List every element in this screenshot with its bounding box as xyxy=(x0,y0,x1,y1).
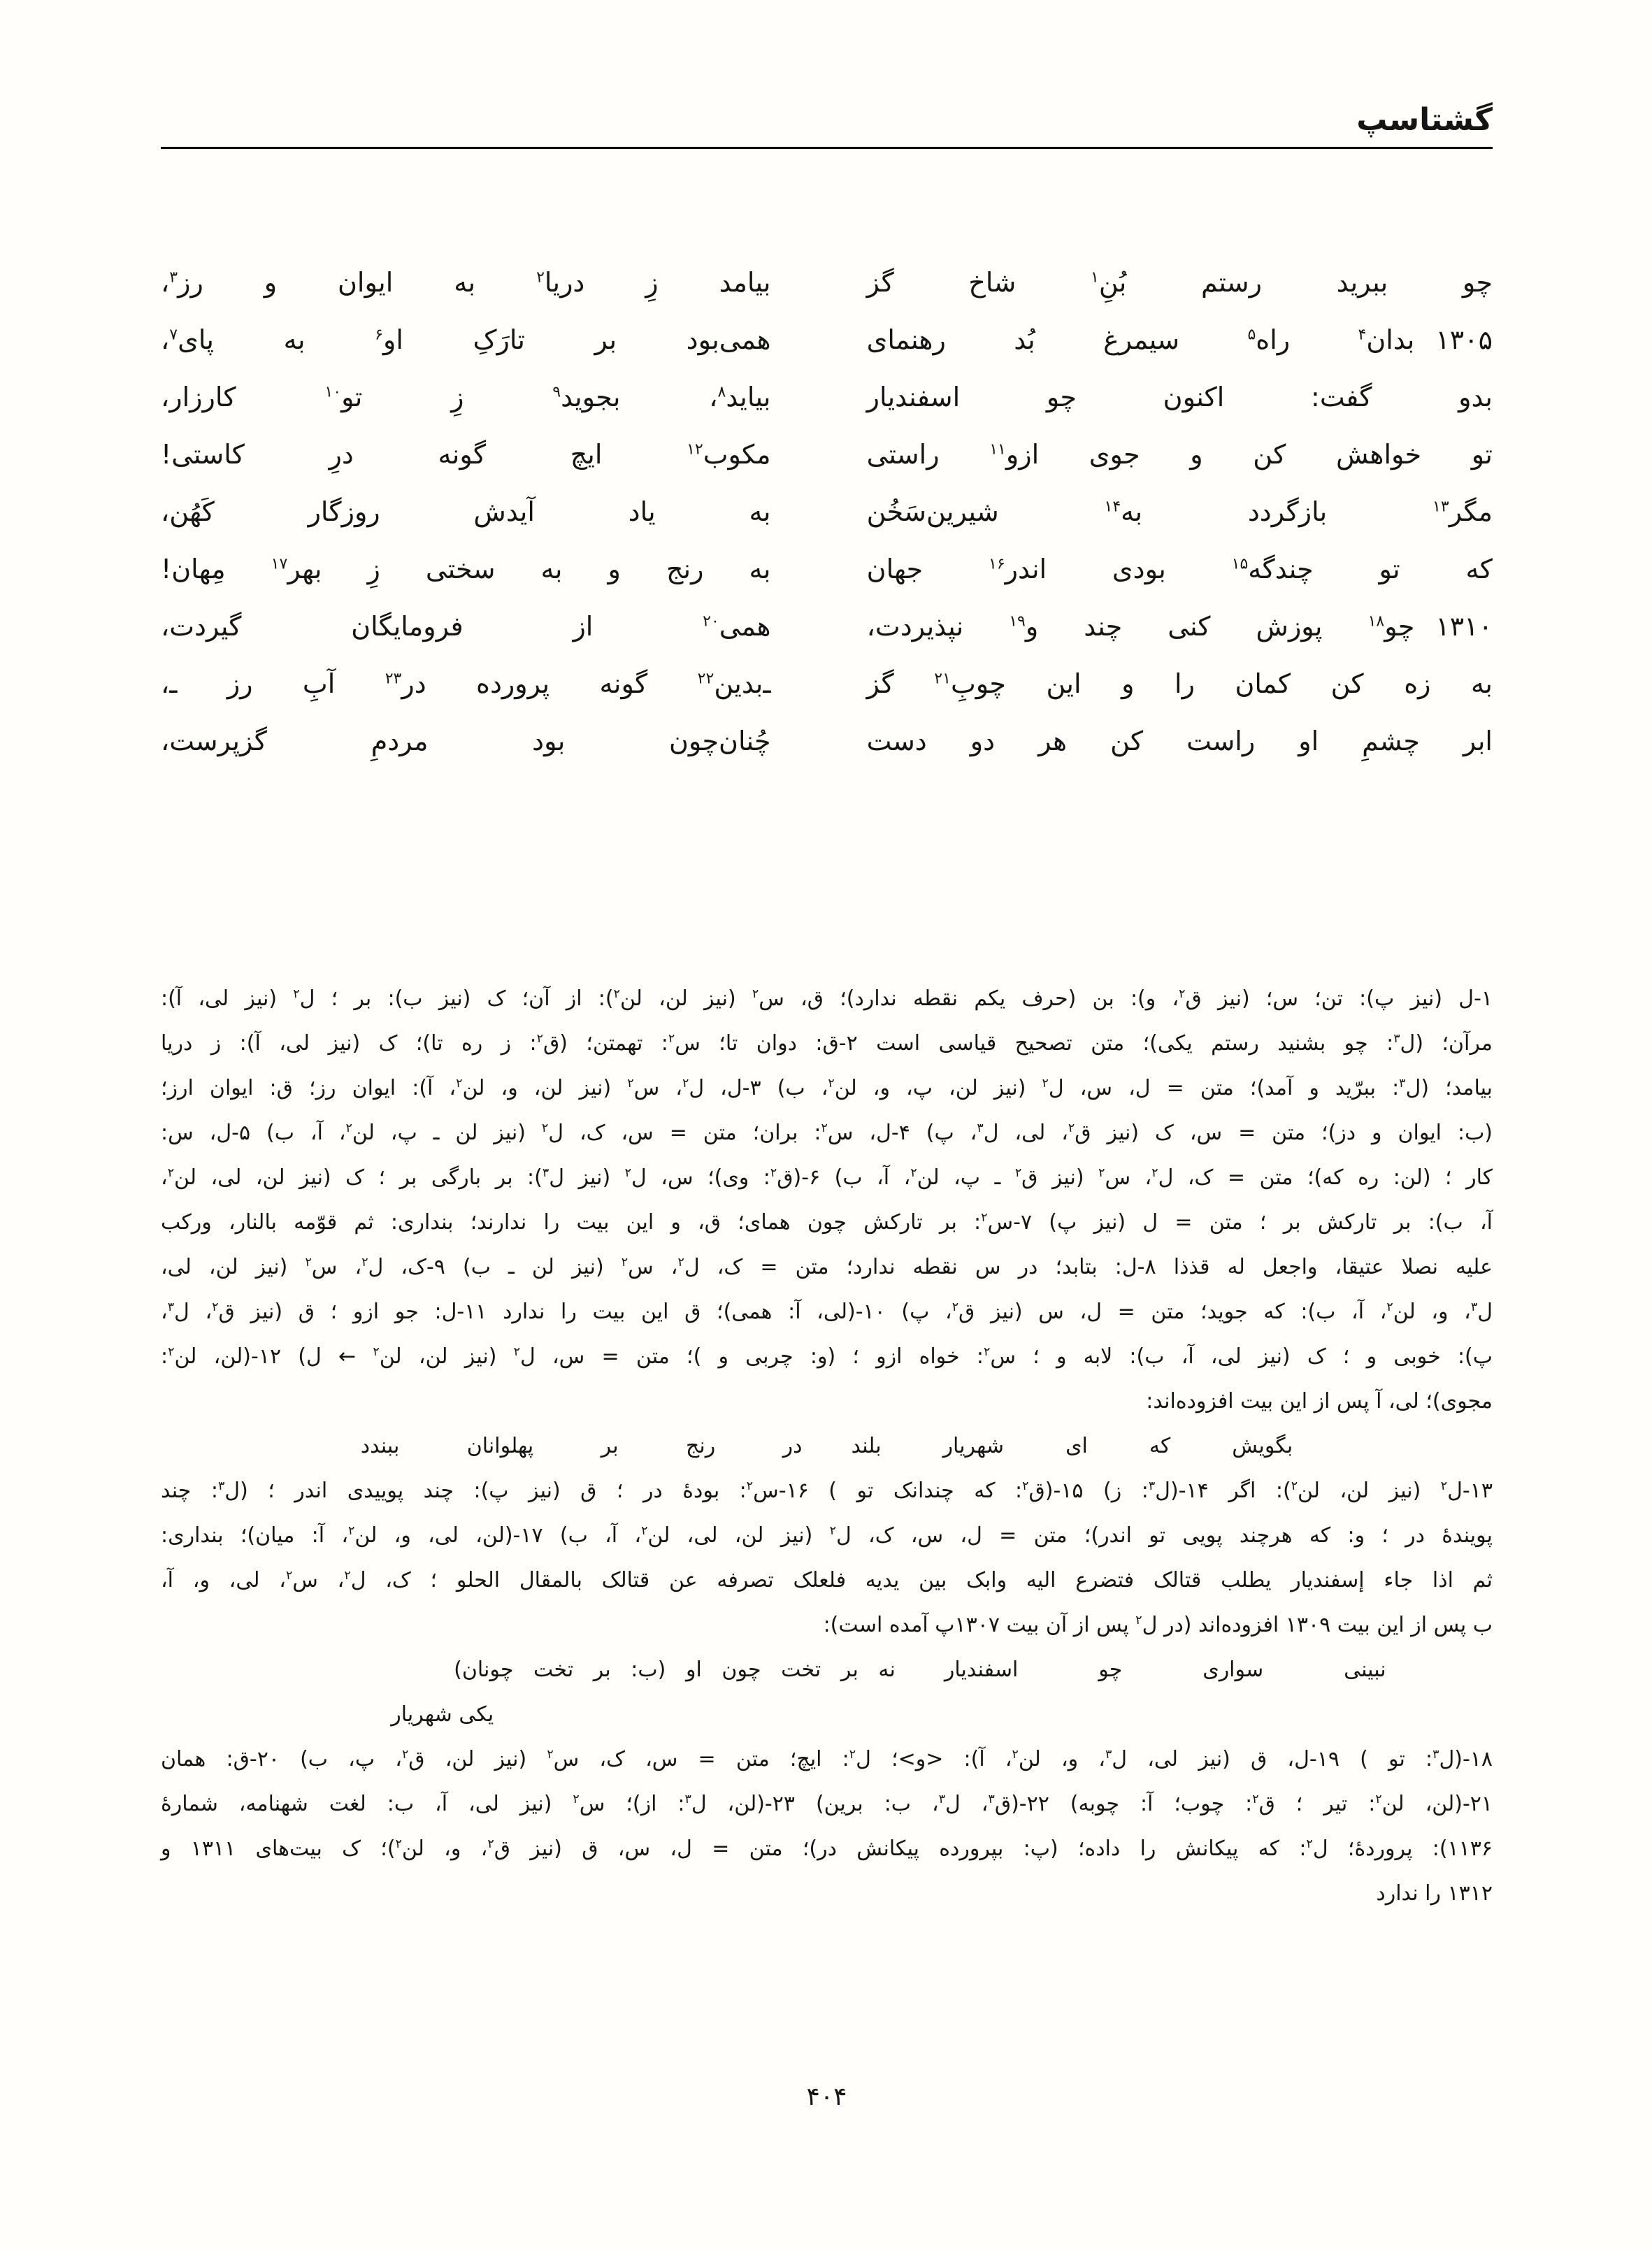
apparatus-note-line: ۱۳-ل$^۲$ (نیز لن، لن$^۲$): اگر ۱۴-(ل$^۳$: ز) ۱۵-(ق$^۲$: که چندانک تو ) ۱۶-س$^۲$: بودهٔ در ؛ ق (نیز پ): چند پوییدی اندر ؛ (ل$^۳$: چند xyxy=(161,1479,1493,1504)
apparatus-verse-hemistich-right: نبینی سواری چو اسفندیار xyxy=(944,1657,1386,1683)
hemistich-text: چُنان‌چون بود مردمِ گزپرست، xyxy=(161,726,771,757)
hemistich-text: بدو گفت: اکنون چو اسفندیار xyxy=(866,382,1493,413)
hemistich-left xyxy=(161,712,770,770)
apparatus-note-line: ۱۳۱۲ را ندارد xyxy=(1376,1881,1493,1906)
hemistich-right xyxy=(867,254,1493,311)
hemistich-text: چو$^{۱۸}$ پوزش کنی چند و$^{۱۹}$ نپذیردت، xyxy=(866,611,1415,642)
hemistich-text: به یاد آیدش روزگار کَهُن، xyxy=(161,496,771,528)
apparatus-note-line: ۱۱۳۶): پروردهٔ؛ ل$^۲$: که پیکانش را داده؛ (پ: بپرورده پیکانش در)؛ متن = ل، س، ق (نیز ق$^۲$، و، لن$^۲$)؛ ک بیت‌های ۱۳۱۱ و xyxy=(161,1836,1493,1862)
verse-row xyxy=(161,598,1493,655)
apparatus-verse-hemistich-left: در رنج بر پهلوانان ببندد xyxy=(360,1434,803,1459)
hemistich-right xyxy=(867,311,1493,368)
hemistich-text: به زه کن کمان را و این چوبِ$^{۲۱}$ گز xyxy=(866,668,1493,700)
page-title: گشتاسپ xyxy=(1356,102,1493,138)
apparatus-note-line: کار ؛ (لن: ره که)؛ متن = ک، ل$^۲$، س$^۲$ (نیز ق$^۲$ ـ پ، لن$^۲$، آ، ب) ۶-(ق$^۲$: وی)؛ س، ل$^۲$ (نیز ل$^۳$): بر بارگی بر ؛ ک (نیز لن، لی، لن$^۲$، xyxy=(161,1165,1493,1191)
apparatus-note-line: آ، ب): بر تارکش بر ؛ متن = ل (نیز پ) ۷-س$^۲$: بر تارکش چون همای؛ ق، و این بیت را ندارند؛ بنداری: ثم قوّمه بالنار، ورکب xyxy=(161,1210,1493,1235)
header-rule xyxy=(161,147,1493,149)
verse-number: ۱۳۱۰ xyxy=(1435,611,1493,642)
apparatus-note-line: (ب: ایوان و دز)؛ متن = س، ک (نیز ق$^۲$، لی، ل$^۳$، پ) ۴-ل، س$^۲$: بران؛ متن = س، ک، ل$^۲$ (نیز لن ـ پ، لن$^۲$، آ، ب) ۵-ل، س: xyxy=(161,1121,1493,1146)
hemistich-text: مکوب$^{۱۲}$ ایچ گونه درِ کاستی! xyxy=(161,439,771,470)
hemistich-text: بیاید$^۸$، بجوید$^۹$ زِ تو$^{۱۰}$ کارزار، xyxy=(161,382,771,413)
hemistich-left xyxy=(161,311,770,368)
apparatus-note-line: مرآن؛ (ل$^۳$: چو بشنید رستم یکی)؛ متن تصحیح قیاسی است ۲-ق: دوان تا؛ س$^۲$: تهمتن؛ (ق$^۲$: ز ره تا)؛ ک (نیز لی، آ): ز دریا xyxy=(161,1031,1493,1056)
verse-number: ۱۳۰۵ xyxy=(1435,324,1493,356)
apparatus-note-line: ثم اذا جاء إسفندیار یطلب قتالک فتضرع الیه وابک بین یدیه فلعلک تصرفه عن قتالک بالمقال الحلو ؛ ک، ل$^۲$، س$^۲$، لی، و، آ، xyxy=(161,1568,1493,1593)
apparatus-note-line: مجوی)؛ لی، آ پس از این بیت افزوده‌اند: xyxy=(1146,1389,1493,1414)
verse-row xyxy=(161,540,1493,598)
apparatus-note-line: پویندهٔ در ؛ و: که هرچند پویی تو اندر)؛ متن = ل، س، ک، ل$^۲$ (نیز لن، لی، لن$^۲$، آ، ب) ۱۷-(لن، لی، و، لن$^۲$، آ: میان)؛ بنداری: xyxy=(161,1523,1493,1548)
apparatus-note-line: پ): خوبی و ؛ ک (نیز لی، آ، ب): لابه و ؛ س$^۲$: خواه ازو ؛ (و: چربی و )؛ متن = س، ل$^۲$ (نیز لن، لن$^۲$ ← ل) ۱۲-(لن، لن$^۲$: xyxy=(161,1344,1493,1369)
verse-row xyxy=(161,368,1493,426)
hemistich-right xyxy=(867,426,1493,483)
hemistich-text: بیامد زِ دریا$^۲$ به ایوان و رز$^۳$، xyxy=(161,267,771,299)
hemistich-left xyxy=(161,368,770,426)
verse-row xyxy=(161,426,1493,483)
hemistich-left xyxy=(161,483,770,540)
hemistich-left xyxy=(161,426,770,483)
hemistich-left xyxy=(161,254,770,311)
apparatus-quoted-verse xyxy=(361,1424,1293,1469)
hemistich-right xyxy=(867,540,1493,598)
hemistich-text: ابر چشمِ او راست کن هر دو دست xyxy=(866,726,1493,757)
apparatus-verse-hemistich-right: بگویش که ای شهریار بلند xyxy=(851,1434,1293,1459)
hemistich-text: تو خواهش کن و جوی ازو$^{۱۱}$ راستی xyxy=(866,439,1493,470)
apparatus-note-line: ۱-ل (نیز پ): تن؛ س؛ (نیز ق$^۲$، و): بن (حرف یکم نقطه ندارد)؛ ق، س$^۲$ (نیز لن، لن$^۲$): از آن؛ ک (نیز ب): بر ؛ ل$^۲$ (نیز لی، آ): xyxy=(161,986,1493,1012)
apparatus-note-line: ب پس از این بیت ۱۳۰۹ افزوده‌اند (در ل$^۲$ پس از آن بیت ۱۳۰۷پ آمده است): xyxy=(823,1613,1493,1638)
verse-row xyxy=(161,254,1493,311)
hemistich-right xyxy=(867,483,1493,540)
hemistich-right xyxy=(867,712,1493,770)
apparatus-note-line: ل$^۳$، و، لن$^۲$، آ، ب): که جوید؛ متن = ل، س (نیز ق$^۲$، پ) ۱۰-(لی، آ: همی)؛ ق این بیت را ندارد ۱۱-ل: جو ازو ؛ ق (نیز ق$^۲$، ل$^۳$، xyxy=(161,1300,1493,1325)
hemistich-right xyxy=(867,598,1493,655)
hemistich-text: همی‌بود بر تارَکِ او$^۶$ به پای$^۷$، xyxy=(161,324,771,356)
page-footer xyxy=(161,2083,1493,2111)
apparatus-section xyxy=(161,977,1493,1916)
apparatus-verse-continuation: یکی شهریار xyxy=(391,1702,494,1727)
hemistich-text: چو ببرید رستم بُنِ$^۱$ شاخ گز xyxy=(866,267,1493,299)
verse-row xyxy=(161,712,1493,770)
verse-row xyxy=(161,311,1493,368)
hemistich-text: ـ‌بدین$^{۲۲}$ گونه پرورده در$^{۲۳}$ آبِ رز ـ، xyxy=(161,668,771,700)
apparatus-quoted-verse xyxy=(454,1648,1386,1692)
page-number: ۴۰۴ xyxy=(806,2083,847,2112)
poem-section xyxy=(161,254,1493,770)
apparatus-verse-hemistich-left: نه بر تخت چون او (ب: بر تخت چونان) xyxy=(454,1657,896,1683)
apparatus-note-line: ۲۱-(لن، لن$^۲$: تیر ؛ ق$^۲$: چوب؛ آ: چوبه) ۲۲-(ق$^۳$، ل$^۳$، ب: برین) ۲۳-(لن، ل$^۳$: از)؛ س$^۲$ (نیز لی، آ، ب: لغت شهنامه، شمارهٔ xyxy=(161,1792,1493,1817)
hemistich-text: مگر$^{۱۳}$ بازگردد به$^{۱۴}$ شیرین‌سَخُن xyxy=(866,496,1493,528)
verse-row xyxy=(161,483,1493,540)
page-header xyxy=(161,103,1493,149)
hemistich-right xyxy=(867,655,1493,712)
hemistich-left xyxy=(161,540,770,598)
hemistich-text: بدان$^۴$ راه$^۵$ سیمرغ بُد رهنمای xyxy=(866,324,1415,356)
apparatus-note-line: ۱۸-(ل$^۳$: تو ) ۱۹-ل، ق (نیز لی، ل$^۳$، و، لن$^۲$، آ): <و>؛ ل$^۲$: ایچ؛ متن = س، ک، س$^۲$ (نیز لن، ق$^۲$، پ، ب) ۲۰-ق: همان xyxy=(161,1747,1493,1772)
hemistich-left xyxy=(161,655,770,712)
hemistich-right xyxy=(867,368,1493,426)
hemistich-left xyxy=(161,598,770,655)
hemistich-text: که تو چندگه$^{۱۵}$ بودی اندر$^{۱۶}$ جهان xyxy=(866,554,1493,585)
verse-row xyxy=(161,655,1493,712)
apparatus-note-line: بیامد؛ (ل$^۳$: ببرّید و آمد)؛ متن = ل، س، ل$^۲$ (نیز لن، پ، و، لن$^۲$، ب) ۳-ل، ل$^۲$، س$^۲$ (نیز لن، و، لن$^۲$، آ): ایوان رز؛ ق: ایوان ارز؛ xyxy=(161,1076,1493,1101)
apparatus-note-line: علیه نصلا عتیقا، واجعل له قذذا ۸-ل: بتابد؛ در س نقطه ندارد؛ متن = ک، ل$^۲$، س$^۲$ (نیز لن ـ ب) ۹-ک، ل$^۲$، س$^۲$ (نیز لن، لی، xyxy=(161,1255,1493,1280)
hemistich-text: به رنج و به سختی زِ بهر$^{۱۷}$ مِهان! xyxy=(161,554,771,585)
hemistich-text: همی$^{۲۰}$ از فرومایگان گیردت، xyxy=(161,611,771,642)
